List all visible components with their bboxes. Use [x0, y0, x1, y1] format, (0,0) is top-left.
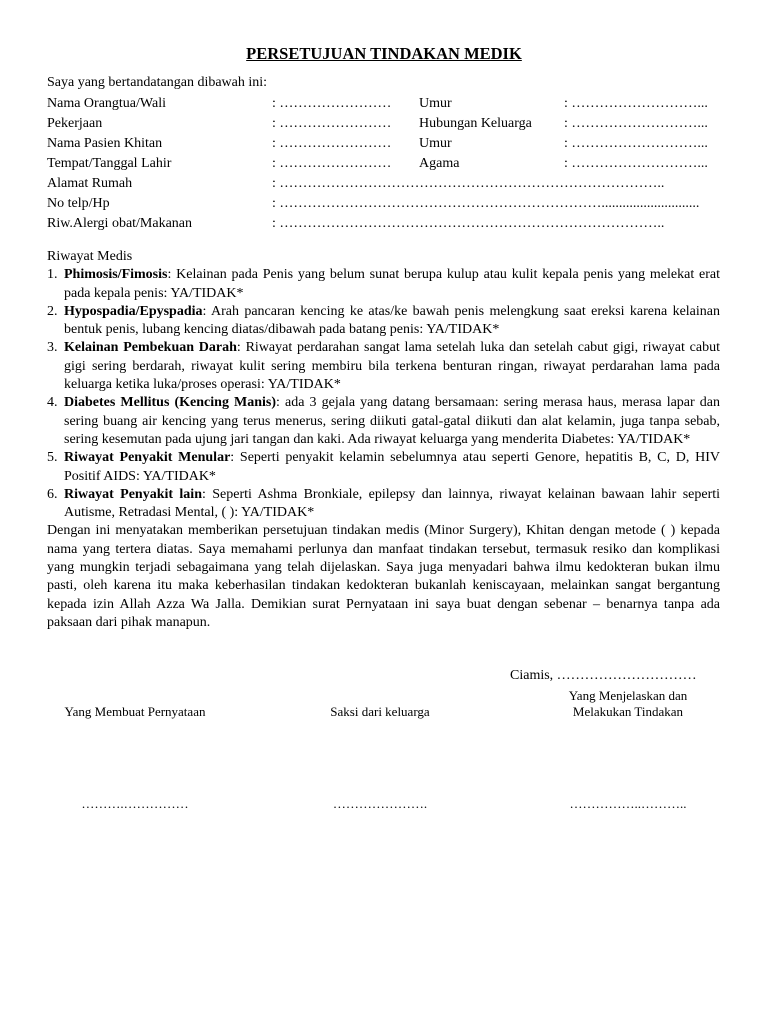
field-value[interactable]: : ………………………... [564, 96, 708, 111]
field-label: Umur [419, 96, 452, 111]
field-row [47, 114, 737, 134]
item-text: : Seperti Ashma Bronkiale, epilepsy dan lainnya, riwayat kelainan bawaan lahir seperti Autisme, Retradasi Mental, ( ): YA/TIDAK* [64, 486, 721, 521]
item-term: Kelainan Pembekuan Darah [64, 340, 237, 356]
field-row [47, 94, 737, 114]
field-row [47, 134, 737, 154]
field-value[interactable]: : ………………………... [564, 116, 708, 131]
field-label: Nama Orangtua/Wali [47, 96, 166, 111]
field-value[interactable]: : …………………… [272, 136, 392, 151]
item-number: 6. [47, 486, 58, 502]
item-number: 4. [47, 395, 58, 411]
item-text: : Riwayat perdarahan sangat lama setelah luka dan setelah cabut gigi, riwayat cabut gigi sering berdarah, riwayat kulit sering membiru bila terkena benturan ringan, riwayat perdarahan lama pada keluarga ketika luka/proses operasi: YA/TIDAK* [64, 340, 720, 393]
item-term: Phimosis/Fimosis [64, 267, 168, 283]
list-item [47, 266, 720, 303]
item-number: 2. [47, 303, 58, 319]
item-term: Riwayat Penyakit lain [64, 486, 202, 502]
signature-block-declarant [45, 688, 225, 811]
item-text: : Arah pancaran kencing ke atas/ke bawah penis melengkung saat ereksi karena kelainan bentuk penis, lubang kencing diatas/dibawah pada batang penis: YA/TIDAK* [64, 303, 720, 338]
signature-role: Saksi dari keluarga [330, 704, 430, 719]
signature-role: Yang Menjelaskan dan [568, 688, 688, 703]
intro-text: Saya yang bertandatangan dibawah ini: [47, 75, 268, 90]
field-value[interactable]: : …………………… [272, 96, 392, 111]
item-text: : Kelainan pada Penis yang belum sunat berupa kulup atau kulit kepala penis yang melekat erat pada kepala penis: YA/TIDAK* [64, 267, 720, 301]
signature-line[interactable]: …………………. [332, 796, 428, 811]
list-item [47, 339, 720, 394]
field-label: Nama Pasien Khitan [47, 136, 163, 151]
signature-block-practitioner [538, 688, 718, 811]
signature-block-witness [300, 688, 460, 811]
list-item [47, 486, 720, 523]
field-value[interactable]: : ………………………... [564, 156, 708, 171]
field-label: Riw.Alergi obat/Makanan [47, 216, 193, 231]
field-label: Umur [419, 136, 452, 151]
field-label: No telp/Hp [47, 196, 110, 211]
medical-history-list [47, 266, 720, 522]
field-label: Tempat/Tanggal Lahir [47, 156, 172, 171]
signature-line[interactable]: ……………..……….. [569, 796, 687, 811]
identity-fields [47, 94, 737, 234]
list-item [47, 449, 720, 486]
consent-statement: Dengan ini menyatakan memberikan persetujuan tindakan medis (Minor Surgery), Khitan dengan metode ( ) kepada nama yang tertera diatas. Saya memahami perlunya dan manfaat tindakan tersebut, termasuk resiko dan komplikasi yang mungkin terjadi sebagaimana yang telah dijelaskan. Saya juga menyadari bahwa ilmu kedokteran bukan ilmu pasti, oleh karena itu maka keberhasilan tindakan kedokteran bukanlah keniscayaan, melainkan sangat bergantung kepada izin Allah Azza Wa Jalla. Demikian surat Pernyataan ini saya buat dengan sebenar – benarnya tanpa ada paksaan dari pihak manapun. [47, 523, 720, 630]
field-label: Hubungan Keluarga [419, 116, 532, 131]
item-term: Diabetes Mellitus (Kencing Manis) [64, 395, 277, 411]
field-value[interactable]: : …………………… [272, 116, 392, 131]
signature-role [300, 688, 460, 704]
field-label: Pekerjaan [47, 116, 103, 131]
item-number: 1. [47, 267, 58, 283]
field-row [47, 194, 737, 214]
field-value[interactable]: : ……………………………………………………………………….. [272, 216, 665, 231]
item-term: Riwayat Penyakit Menular [64, 450, 231, 466]
field-label: Alamat Rumah [47, 176, 133, 191]
section-heading: Riwayat Medis [47, 249, 133, 264]
field-label: Agama [419, 156, 460, 171]
list-item [47, 303, 720, 340]
page-title: PERSETUJUAN TINDAKAN MEDIK [246, 44, 522, 63]
item-text: : Seperti penyakit kelamin sebelumnya atau seperti Genore, hepatitis B, C, D, HIV Positif AIDS: YA/TIDAK* [64, 450, 721, 484]
field-row [47, 214, 737, 234]
place-date-line[interactable]: Ciamis, ………………………… [510, 668, 697, 683]
item-number: 3. [47, 340, 58, 356]
field-value[interactable]: : ………………………... [564, 136, 708, 151]
list-item [47, 394, 720, 449]
field-value[interactable]: : …………………… [272, 156, 392, 171]
field-row [47, 174, 737, 194]
signature-role: Yang Membuat Pernyataan [64, 704, 206, 719]
signature-line[interactable]: ……….…………… [81, 796, 189, 811]
medical-history-section [47, 248, 720, 632]
signature-role: Melakukan Tindakan [572, 704, 684, 719]
item-term: Hypospadia/Epyspadia [64, 303, 203, 319]
item-number: 5. [47, 450, 58, 466]
item-text: : ada 3 gejala yang datang bersamaan: sering merasa haus, merasa lapar dan sering buang air kencing yang terus menerus, sering diikuti gatal-gatal diikuti dan alat kelamin, juga tanpa sebab, sering kesemutan pada ujung jari tangan dan kaki. Ada riwayat keluarga yang menderita Diabetes: YA/TIDAK* [64, 395, 720, 447]
field-value[interactable]: : ……………………………………………………………............................ [272, 196, 700, 211]
field-value[interactable]: : ……………………………………………………………………….. [272, 176, 665, 191]
field-row [47, 154, 737, 174]
signature-role [45, 688, 225, 704]
